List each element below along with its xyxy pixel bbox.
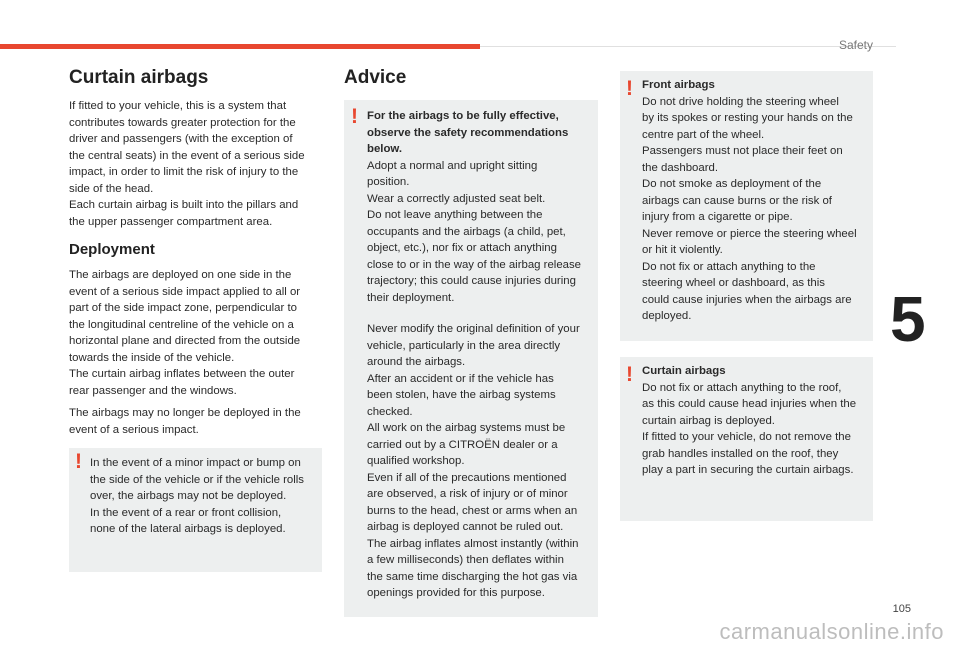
text-line: Do not smoke as deployment of the [642, 178, 822, 190]
text-line: around the airbags. [367, 356, 466, 368]
advice-bold-text [367, 108, 597, 158]
text-line: over, the airbags may not be deployed. [90, 490, 287, 502]
text-line: steering wheel or dashboard, as this [642, 277, 825, 289]
text-line: trajectory; this could cause injuries during [367, 275, 576, 287]
deployment-para1-text [69, 267, 329, 399]
warning-exclamation-icon: ! [626, 77, 633, 100]
deployment-para2-text [69, 405, 329, 438]
text-line: side of the head. [69, 182, 154, 195]
text-line: Do not fix or attach anything to the roof, [642, 381, 842, 394]
text-line: close to or in the way of the airbag release [367, 258, 582, 271]
advice-text-2 [367, 321, 597, 602]
text-line: been stolen, have the airbag systems [367, 389, 556, 401]
text-line: impact, in order to limit the risk of injury to the [69, 166, 299, 178]
text-line: If fitted to your vehicle, this is a system that [69, 100, 287, 112]
deployment-para2 [69, 405, 329, 438]
text-line: or hit it violently. [642, 244, 723, 256]
text-line: event of a serious impact. [69, 423, 199, 436]
text-line: In the event of a minor impact or bump on [90, 457, 301, 469]
text-line: If fitted to your vehicle, do not remove the [642, 431, 851, 443]
text-line: injury from a cigarette or pipe. [642, 211, 793, 223]
text-line: curtain airbag is deployed. [642, 414, 775, 427]
text-line: part of the side impact zone, perpendicular to [69, 302, 297, 314]
deployment-title: Deployment [69, 241, 155, 258]
text-line: airbags can cause burns or the risk of [642, 194, 832, 207]
text-line: position. [367, 176, 410, 188]
chapter-number: 5 [890, 283, 926, 355]
curtain-airbags-box [620, 357, 873, 521]
text-line: openings provided for this purpose. [367, 587, 545, 599]
text-line: event of a serious side impact applied to all or [69, 285, 301, 298]
text-line: The curtain airbag inflates between the outer [69, 368, 295, 380]
text-line: burns to the head, chest or arms when an [367, 504, 578, 517]
advice-section [344, 67, 598, 89]
text-line: Each curtain airbag is built into the pillars and [69, 199, 299, 211]
deployment-para1 [69, 267, 329, 399]
text-line: vehicle, particularly in the area directly [367, 339, 561, 352]
text-line: play a part in securing the curtain airbags. [642, 464, 854, 476]
text-line: are observed, a risk of injury or of minor [367, 488, 568, 500]
text-line: The airbags are deployed on one side in the [69, 269, 292, 281]
text-line: as this could cause head injuries when the [642, 398, 857, 410]
text-line: Never remove or pierce the steering wheel [642, 227, 857, 240]
text-line: For the airbags to be fully effective, [367, 110, 559, 122]
curtain-box-title: Curtain airbags [642, 365, 726, 377]
text-line: The airbags may no longer be deployed in the [69, 407, 301, 419]
text-line: observe the safety recommendations [367, 126, 569, 139]
front-airbags-title: Front airbags [642, 79, 715, 91]
text-line: none of the lateral airbags is deployed. [90, 523, 286, 535]
text-line: centre part of the wheel. [642, 128, 765, 141]
text-line: horizontal plane and directed from the outside [69, 335, 301, 347]
text-line: After an accident or if the vehicle has [367, 372, 554, 385]
header-rule [480, 46, 896, 47]
curtain-intro-text [69, 98, 329, 230]
curtain-box-text [642, 380, 873, 479]
text-line: All work on the airbag systems must be [367, 422, 566, 434]
text-line: their deployment. [367, 291, 455, 304]
text-line: grab handles installed on the roof, they [642, 447, 839, 460]
advice-text-1 [367, 158, 597, 307]
text-line: Do not drive holding the steering wheel [642, 95, 839, 108]
text-line: the same time discharging the hot gas via [367, 570, 578, 583]
warning-exclamation-icon: ! [626, 363, 633, 386]
text-line: airbag is deployed cannot be ruled out. [367, 521, 564, 533]
advice-warning-box [344, 100, 598, 617]
text-line: The airbag inflates almost instantly (within [367, 537, 579, 550]
front-airbags-text [642, 94, 873, 325]
warning-exclamation-icon: ! [351, 105, 358, 128]
text-line: below. [367, 143, 403, 155]
text-line: Do not fix or attach anything to the [642, 260, 816, 273]
text-line: Even if all of the precautions mentioned [367, 471, 567, 484]
text-line: Do not leave anything between the [367, 209, 543, 221]
text-line: deployed. [642, 310, 692, 322]
text-line: Adopt a normal and upright sitting [367, 159, 538, 172]
curtain-airbags-section [69, 67, 329, 89]
text-line: carried out by a CITROËN dealer or a [367, 438, 558, 451]
text-line: occupants and the airbags (a child, pet, [367, 225, 566, 238]
text-line: rear passenger and the windows. [69, 384, 237, 397]
text-line: In the event of a rear or front collision, [90, 506, 282, 519]
front-airbags-box [620, 71, 873, 341]
text-line: Never modify the original definition of your [367, 323, 580, 335]
advice-title: Advice [344, 67, 407, 88]
text-line: towards the inside of the vehicle. [69, 351, 235, 364]
text-line: Passengers must not place their feet on [642, 145, 843, 157]
deployment-warning-box [69, 448, 322, 572]
text-line: a few milliseconds) then deflates within [367, 554, 564, 566]
warning-exclamation-icon: ! [75, 450, 82, 473]
text-line: the longitudinal centreline of the vehicle on a [69, 318, 294, 331]
page-number: 105 [892, 603, 911, 615]
header-accent-bar [0, 44, 480, 49]
text-line: by its spokes or resting your hands on the [642, 112, 853, 124]
deployment-warning-text [90, 455, 322, 538]
watermark: carmanualsonline.info [719, 619, 944, 644]
text-line: the dashboard. [642, 161, 718, 174]
text-line: the central seats) in the event of a serious side [69, 149, 305, 162]
text-line: checked. [367, 405, 413, 418]
section-label: Safety [838, 38, 873, 52]
text-line: driver and passengers (with the exception of [69, 133, 293, 145]
text-line: the upper passenger compartment area. [69, 215, 273, 228]
deployment-section [69, 241, 329, 258]
curtain-intro [69, 98, 329, 230]
text-line: could cause injuries when the airbags are [642, 293, 852, 306]
text-line: Wear a correctly adjusted seat belt. [367, 192, 546, 205]
text-line: qualified workshop. [367, 455, 465, 467]
text-line: object, etc.), nor fix or attach anything [367, 242, 557, 254]
curtain-airbags-title: Curtain airbags [69, 67, 209, 88]
text-line: contributes towards greater protection for the [69, 116, 296, 129]
text-line: the side of the vehicle or if the vehicle rolls [90, 473, 305, 486]
